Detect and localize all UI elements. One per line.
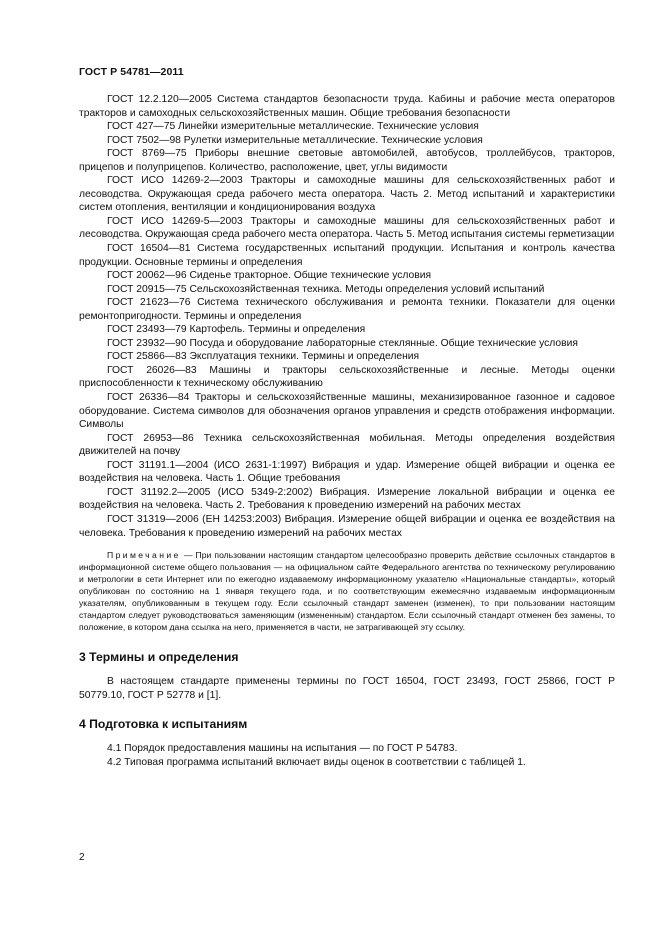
note-paragraph [79, 549, 615, 633]
reference-item: ГОСТ ИСО 14269-5—2003 Тракторы и самоходные машины для сельскохозяйственных работ и лесоводства. Окружающая среда рабочего места оператора. Часть 5. Метод испытания системы герметизации [79, 215, 615, 241]
document-header: ГОСТ Р 54781—2011 [79, 66, 184, 78]
section-4-item: 4.2 Типовая программа испытаний включает виды оценок в соответствии с таблицей 1. [107, 756, 526, 768]
reference-item: ГОСТ 31191.1—2004 (ИСО 2631-1:1997) Вибрация и удар. Измерение общей вибрации и оценка ее воздействия на человека. Часть 1. Общие требования [79, 459, 615, 485]
section-4-item: 4.1 Порядок предоставления машины на испытания — по ГОСТ Р 54783. [107, 743, 458, 755]
reference-item: ГОСТ 23493—79 Картофель. Термины и определения [107, 324, 366, 336]
note-text: — При пользовании настоящим стандартом целесообразно проверить действие ссылочных стандартов в информационной системе общего пользования — на официальном сайте Федерального агентства по техническому регулированию и метрологии в сети Интернет или по ежегодно издаваемому информационному указателю «Национальные стандарты», который опубликован по состоянию на 1 января текущего года, и по соответствующим ежемесячно издаваемым информационным указателям, опубликованным в текущем году. Если ссылочный стандарт заменен (изменен), то при пользовании настоящим стандартом следует руководствоваться заменяющим (измененным) стандартом. Если ссылочный стандарт отменен без замены, то положение, в котором дана ссылка на него, применяется в части, не затрагивающей эту ссылку. [79, 550, 615, 633]
note-label: Примечание [107, 550, 181, 561]
reference-item: ГОСТ 21623—76 Система технического обслуживания и ремонта техники. Показатели для оценки ремонтопригодности. Термины и определения [79, 297, 615, 322]
reference-item: ГОСТ 20915—75 Сельскохозяйственная техника. Методы определения условий испытаний [107, 283, 545, 295]
reference-item: ГОСТ 7502—98 Рулетки измерительные металлические. Технические условия [107, 134, 483, 146]
reference-item: ГОСТ 20062—96 Сиденье тракторное. Общие технические условия [107, 270, 432, 282]
page-number: 2 [79, 852, 85, 863]
reference-item: ГОСТ 427—75 Линейки измерительные металлические. Технические условия [107, 121, 479, 133]
section-4-title: 4 Подготовка к испытаниям [79, 717, 248, 732]
reference-item: ГОСТ ИСО 14269-2—2003 Тракторы и самоходные машины для сельскохозяйственных работ и лесоводства. Окружающая среда рабочего места оператора. Часть 2. Метод испытаний и характеристики систем отопления, вентиляции и кондиционирования воздуха [79, 175, 615, 214]
reference-item: ГОСТ 8769—75 Приборы внешние световые автомобилей, автобусов, троллейбусов, тракторов, прицепов и полуприцепов. Количество, расположение, цвет, углы видимости [79, 148, 615, 173]
normative-references [79, 93, 615, 540]
reference-item: ГОСТ 31319—2006 (ЕН 14253:2003) Вибрация. Измерение общей вибрации и оценка ее воздействия на человека. Требования к проведению измерений на рабочих местах [79, 513, 615, 539]
reference-item: ГОСТ 26953—86 Техника сельскохозяйственная мобильная. Методы определения воздействия движителей на почву [79, 432, 615, 458]
document-body [79, 93, 615, 769]
reference-item: ГОСТ 12.2.120—2005 Система стандартов безопасности труда. Кабины и рабочие места операторов тракторов и самоходных сельскохозяйственных машин. Общие требования безопасности [79, 94, 615, 119]
reference-item: ГОСТ 26026—83 Машины и тракторы сельскохозяйственные и лесные. Методы оценки приспособленности к техническому обслуживанию [79, 364, 615, 390]
section-3-text: В настоящем стандарте применены термины по ГОСТ 16504, ГОСТ 23493, ГОСТ 25866, ГОСТ Р 50779.10, ГОСТ Р 52778 и [1]. [79, 676, 615, 701]
reference-item: ГОСТ 31192.2—2005 (ИСО 5349-2:2002) Вибрация. Измерение локальной вибрации и оценка ее воздействия на человека. Часть 2. Требования к проведению измерений на рабочих местах [79, 486, 615, 512]
reference-item: ГОСТ 26336—84 Тракторы и сельскохозяйственные машины, механизированное газонное и садовое оборудование. Система символов для обозначения органов управления и средств отображения информации. Символы [79, 392, 615, 431]
section-3-title: 3 Термины и определения [79, 650, 239, 665]
reference-item: ГОСТ 25866—83 Эксплуатация техники. Термины и определения [107, 351, 420, 363]
reference-item: ГОСТ 23932—90 Посуда и оборудование лабораторные стеклянные. Общие технические условия [107, 337, 578, 349]
reference-item: ГОСТ 16504—81 Система государственных испытаний продукции. Испытания и контроль качества продукции. Основные термины и определения [79, 243, 615, 268]
